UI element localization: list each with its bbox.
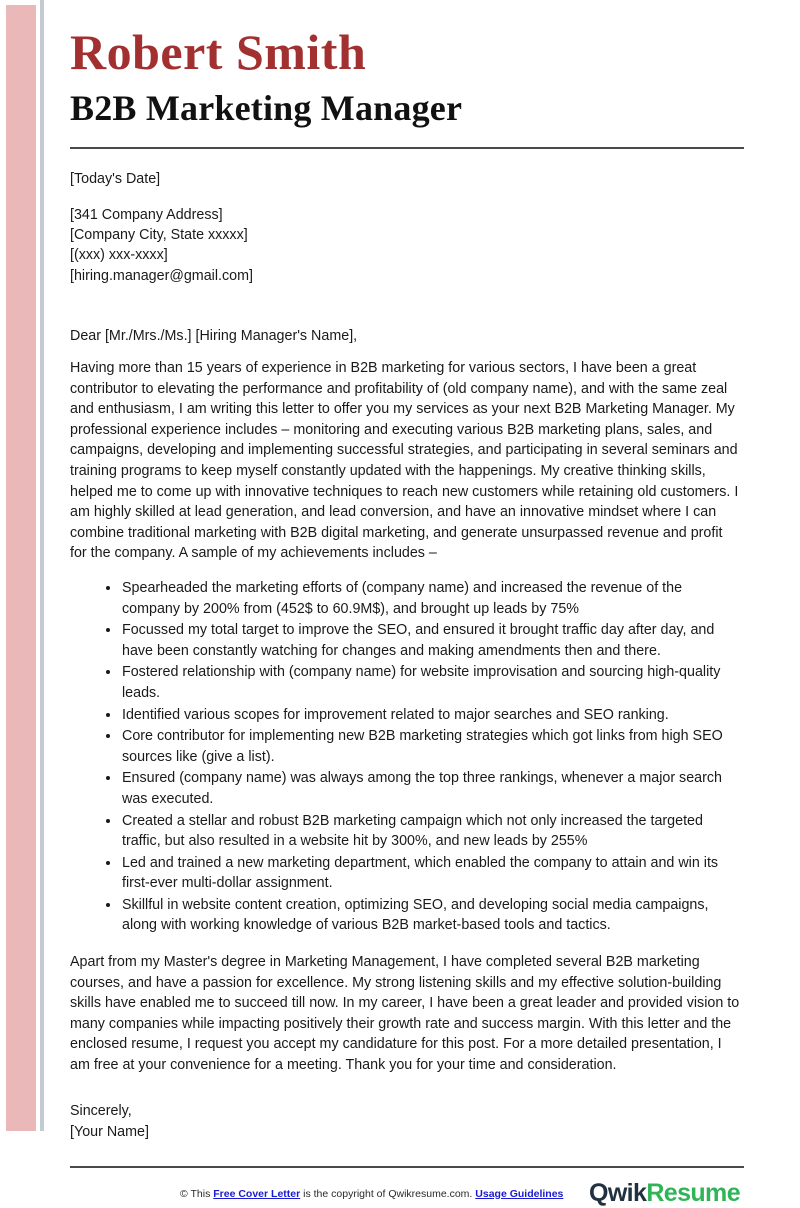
list-item: Fostered relationship with (company name) for website improvisation and sourcing high-quality leads. [70, 662, 742, 703]
applicant-name: Robert Smith [70, 24, 367, 80]
signature-name: [Your Name] [70, 1123, 149, 1140]
list-item: Core contributor for implementing new B2B marketing strategies which got links from high SEO sources like (give a list). [70, 726, 742, 767]
copyright-middle-text: is the copyright of Qwikresume.com. [303, 1187, 473, 1200]
footer-divider [70, 1166, 744, 1168]
salutation: Dear [Mr./Mrs./Ms.] [Hiring Manager's Name], [70, 328, 358, 345]
list-item: Skillful in website content creation, optimizing SEO, and developing social media campaigns, along with working knowledge of various B2B market-based tools and tactics. [70, 895, 742, 936]
usage-guidelines-link[interactable]: Usage Guidelines [475, 1187, 564, 1200]
qwikresume-logo[interactable] [589, 1179, 744, 1208]
left-accent-bar [6, 5, 36, 1131]
signature-block [70, 1101, 760, 1142]
closing-paragraph: Apart from my Master's degree in Marketing Management, I have completed several B2B marketing courses, and have a passion for excellence. My strong listening skills and my effective solution-building skills have enabled me to succeed till now. In my career, I have been a great leader and provided vision to many companies while impacting positively their growth rate and success margin. With this letter and the enclosed resume, I request you accept my candidature for this post. For a more detailed presentation, I am free at your convenience for a meeting. Thank you for your time and consideration. [70, 953, 740, 1073]
page-footer [70, 1179, 744, 1208]
address-line: [Company City, State xxxxx] [70, 227, 248, 244]
list-item: Identified various scopes for improvement related to major searches and SEO ranking. [70, 705, 742, 726]
list-item: Focussed my total target to improve the SEO, and ensured it brought traffic day after day, and have been constantly watching for changes and making amendments then and there. [70, 620, 742, 661]
opening-paragraph: Having more than 15 years of experience in B2B marketing for various sectors, I have been a great contributor to elevating the performance and profitability of (old company name), and with the same zeal and enthusiasm, I am writing this letter to offer you my services as your next B2B Marketing Manager. My professional experience includes – monitoring and executing various B2B marketing plans, sales, and campaigns, developing and implementing successful strategies, and participating in several seminars and training programs to keep myself constantly updated with the happenings. My creative thinking skills, helped me to come up with innovative techniques to reach new customers while retaining old customers. I am highly skilled at lead generation, and lead conversion, and have an innovative mindset where I can combine traditional marketing with B2B digital marketing, and generate unsurpassed revenue and profit for the company. A sample of my achievements includes – [70, 360, 739, 562]
letter-content [70, 0, 760, 1208]
list-item: Spearheaded the marketing efforts of (company name) and increased the revenue of the company by 200% from (452$ to 60.9M$), and brought up leads by 75% [70, 578, 742, 619]
address-line: [341 Company Address] [70, 206, 223, 223]
job-title: B2B Marketing Manager [70, 88, 463, 128]
header-divider [70, 147, 744, 149]
copyright-prefix: This [190, 1187, 211, 1200]
copyright-notice [70, 1188, 563, 1200]
left-divider-rule [40, 0, 44, 1131]
free-cover-letter-link[interactable]: Free Cover Letter [213, 1187, 301, 1200]
list-item: Created a stellar and robust B2B marketing campaign which not only increased the targeted traffic, but also resulted in a website hit by 300%, and new leads by 255% [70, 811, 742, 852]
signoff-text: Sincerely, [70, 1103, 132, 1120]
recipient-address-block [70, 205, 760, 286]
achievements-list [70, 578, 742, 936]
address-line: [(xxx) xxx-xxxx] [70, 247, 168, 264]
logo-text-qwik: Qwik [588, 1179, 647, 1208]
logo-text-resume: Resume [646, 1179, 740, 1208]
list-item: Led and trained a new marketing department, which enabled the company to attain and win its first-ever multi-dollar assignment. [70, 853, 742, 894]
copyright-icon: © [180, 1187, 188, 1200]
date-line: [Today's Date] [70, 170, 161, 187]
address-line: [hiring.manager@gmail.com] [70, 267, 253, 284]
list-item: Ensured (company name) was always among the top three rankings, whenever a major search was executed. [70, 768, 742, 809]
